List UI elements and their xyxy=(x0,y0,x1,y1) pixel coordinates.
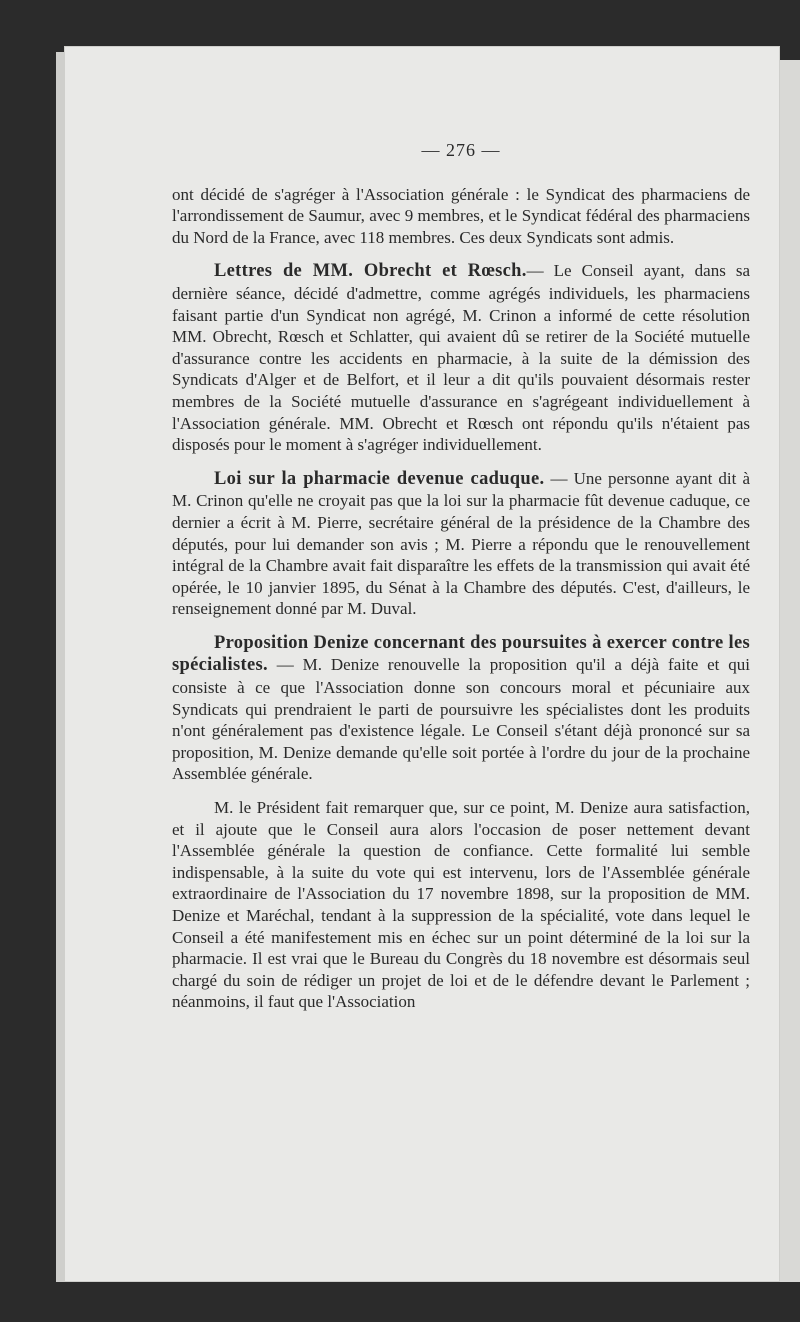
section-heading-loi: Loi sur la pharmacie devenue caduque. xyxy=(214,468,545,489)
page-text-block xyxy=(172,140,750,1025)
paragraph-loi xyxy=(172,468,750,620)
section-heading-lettres: Lettres de MM. Obrecht et Rœsch. xyxy=(214,261,527,282)
paragraph-text: M. le Président fait remarquer que, sur ce point, M. Denize aura satisfaction, et il ajoute que le Conseil aura alors l'occasion de poser nettement devant l'Assemblée générale la question de confiance. Cette formalité lui semble indispensable, à la suite du vote qui est intervenu, lors de l'Assemblée générale extraordinaire de l'Association du 17 novembre 1898, sur la proposition de MM. Denize et Maréchal, tendant à la suppression de la spécialité, vote dans lequel le Conseil a été manifestement mis en échec sur un point déterminé de la loi sur la pharmacie. Il est vrai que le Bureau du Congrès du 18 novembre est désormais seul chargé du soin de rédiger un projet de loi et de le défendre devant le Parlement ; néanmoins, il faut que l'Association xyxy=(172,798,750,1012)
facing-page-edge xyxy=(780,60,800,1322)
paragraph-text: — Le Conseil ayant, dans sa dernière séance, décidé d'admettre, comme agrégés individuels, les pharmaciens faisant partie d'un Syndicat non agrégé, M. Crinon a informé de cette résolution MM. Obrecht, Rœsch et Schlatter, qui avaient dû se retirer de la Société mutuelle d'assurance contre les accidents en pharmacie, à la suite de la démission des Syndicats d'Alger et de Belfort, et il leur a dit qu'ils pouvaient désormais rester membres de la Société mutuelle d'assurance en s'agrégeant individuellement à l'Association générale. MM. Obrecht et Rœsch ont répondu qu'ils n'étaient pas disposés pour le moment à s'agréger individuellement. xyxy=(172,261,751,455)
paragraph-lettres xyxy=(172,260,750,455)
page-left-edge xyxy=(56,52,64,1284)
section-heading-proposition: Proposition Denize concernant des poursuites à exercer contre les spécialistes. xyxy=(172,632,750,676)
paragraph-proposition xyxy=(172,632,750,785)
page-number: — 276 — xyxy=(421,140,501,160)
paragraph-text: ont décidé de s'agréger à l'Association générale : le Syndicat des pharmaciens de l'arrondissement de Saumur, avec 9 membres, et le Syndicat fédéral des pharmaciens du Nord de la France, avec 118 membres. Ces deux Syndicats sont admis. xyxy=(172,184,750,247)
paragraph-continuation xyxy=(172,184,750,249)
paragraph-text: — Une personne ayant dit à M. Crinon qu'elle ne croyait pas que la loi sur la pharmacie fût devenue caduque, ce dernier a écrit à M. Pierre, secrétaire général de la présidence de la Chambre des députés, pour lui demander son avis ; M. Pierre a répondu que le renouvellement intégral de la Chambre avait fait disparaître les effets de la transmission qui avait été opérée, le 10 janvier 1895, du Sénat à la Chambre des députés. C'est, d'ailleurs, le renseignement donné par M. Duval. xyxy=(172,468,750,619)
paragraph-president xyxy=(172,797,750,1013)
paragraph-text: — M. Denize renouvelle la proposition qu'il a déjà faite et qui consiste à ce que l'Association donne son concours moral et pécuniaire aux Syndicats qui prendraient le parti de poursuivre les spécialistes dont les produits n'ont généralement pas d'existence légale. Le Conseil s'étant déjà prononcé sur sa proposition, M. Denize demande qu'elle soit portée à l'ordre du jour de la prochaine Assemblée générale. xyxy=(172,655,750,784)
scan-background-bottom xyxy=(0,1282,800,1322)
